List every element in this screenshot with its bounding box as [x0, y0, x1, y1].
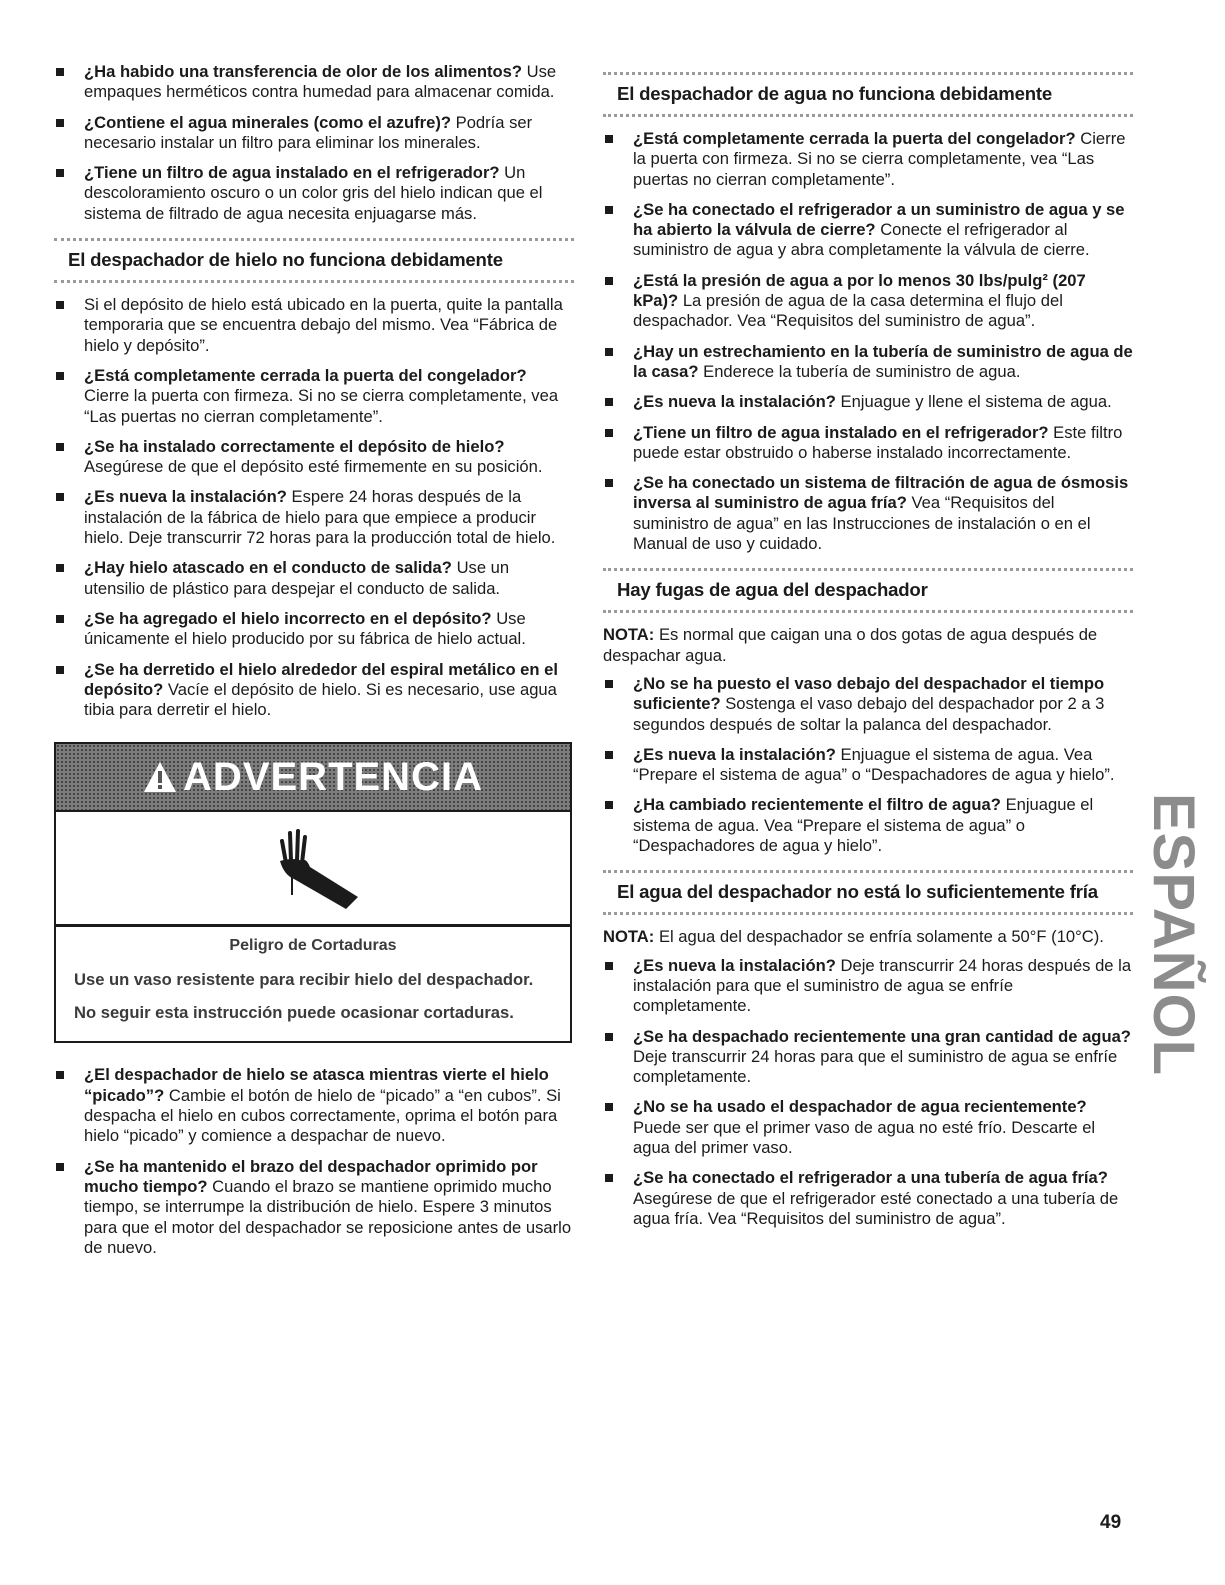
warning-line: Use un vaso resistente para recibir hielo del despachador. — [74, 970, 534, 990]
list-item: ¿Se ha conectado el refrigerador a un suministro de agua y se ha abierto la válvula de cierre? Conecte el refrigerador al suministro de agua y abra completamente la válvula de cierre. — [603, 200, 1133, 261]
list-item: ¿Está completamente cerrada la puerta del congelador? Cierre la puerta con firmeza. Si no se cierra completamente, vea “Las puertas no cierran completamente”. — [603, 129, 1133, 190]
bullet-icon — [605, 348, 613, 356]
list-item: ¿Se ha instalado correctamente el depósito de hielo? Asegúrese de que el depósito esté firmemente en su posición. — [54, 437, 574, 478]
list-item: Si el depósito de hielo está ubicado en la puerta, quite la pantalla temporaria que se encuentra debajo del mismo. Vea “Fábrica de hielo y depósito”. — [54, 295, 574, 356]
list-item: ¿Es nueva la instalación? Deje transcurrir 24 horas después de la instalación para que el suministro de agua se enfríe completamente. — [603, 956, 1133, 1017]
bullet-icon — [605, 1033, 613, 1041]
note: NOTA: Es normal que caigan una o dos gotas de agua después de despachar agua. — [603, 625, 1098, 665]
list-item: ¿Hay un estrechamiento en la tubería de suministro de agua de la casa? Enderece la tubería de suministro de agua. — [603, 342, 1133, 383]
left-top-list — [54, 62, 574, 224]
note: NOTA: El agua del despachador se enfría solamente a 50°F (10°C). — [603, 927, 1104, 947]
list-item: ¿Está la presión de agua a por lo menos 30 lbs/pulg² (207 kPa)? La presión de agua de la casa determina el flujo del despachador. Vea “Requisitos del suministro de agua”. — [603, 271, 1133, 332]
bullet-icon — [605, 1174, 613, 1182]
water-list — [603, 129, 1133, 554]
section-title: El agua del despachador no está lo suficientemente fría — [617, 881, 1098, 903]
warning-box — [54, 742, 572, 1043]
bullet-icon — [56, 372, 64, 380]
bullet-icon — [605, 206, 613, 214]
warning-title: ADVERTENCIA — [183, 754, 483, 799]
section-title: El despachador de hielo no funciona debidamente — [68, 249, 503, 271]
list-item: ¿Se ha mantenido el brazo del despachador oprimido por mucho tiempo? Cuando el brazo se mantiene oprimido mucho tiempo, se interrumpe la distribución de hielo. Espere 3 minutos para que el motor del despachador se reposicione antes de usarlo de nuevo. — [54, 1157, 574, 1258]
hazard-label: Peligro de Cortaduras — [229, 937, 397, 955]
bullet-icon — [56, 443, 64, 451]
ice-list — [54, 295, 574, 720]
bullet-icon — [605, 479, 613, 487]
list-item: ¿Contiene el agua minerales (como el azufre)? Podría ser necesario instalar un filtro para eliminar los minerales. — [54, 113, 574, 154]
list-item: ¿Ha habido una transferencia de olor de los alimentos? Use empaques herméticos contra humedad para almacenar comida. — [54, 62, 574, 103]
bullet-icon — [605, 429, 613, 437]
list-item: ¿Se ha conectado un sistema de filtración de agua de ósmosis inversa al suministro de agua fría? Vea “Requisitos del suministro de agua” en las Instrucciones de instalación o en el Manual de uso y cuidado. — [603, 473, 1133, 554]
language-side-tab — [1141, 792, 1207, 1076]
bullet-icon — [56, 1163, 64, 1171]
bullet-icon — [56, 119, 64, 127]
section-header-water — [603, 72, 1133, 117]
language-label: ESPAÑOL — [1141, 792, 1207, 1076]
bullet-icon — [605, 680, 613, 688]
bullet-icon — [605, 398, 613, 406]
warning-triangle-icon — [143, 761, 177, 793]
section-header-ice — [54, 238, 574, 283]
list-item: ¿Se ha derretido el hielo alrededor del espiral metálico en el depósito? Vacíe el depósito de hielo. Si es necesario, use agua tibia para derretir el hielo. — [54, 660, 574, 721]
warning-header — [56, 744, 570, 812]
list-item: ¿Es nueva la instalación? Enjuague y llene el sistema de agua. — [603, 392, 1133, 412]
section-header-cold — [603, 870, 1133, 915]
bullet-icon — [605, 1103, 613, 1111]
list-item: ¿Hay hielo atascado en el conducto de salida? Use un utensilio de plástico para despejar el conducto de salida. — [54, 558, 574, 599]
cut-hazard-area — [56, 812, 570, 927]
left-column — [54, 62, 574, 1268]
section-title: El despachador de agua no funciona debidamente — [617, 83, 1053, 104]
list-item: ¿Es nueva la instalación? Espere 24 horas después de la instalación de la fábrica de hielo para que empiece a producir hielo. Deje transcurrir 72 horas para la producción total de hielo. — [54, 487, 574, 548]
bullet-icon — [56, 615, 64, 623]
warning-line: No seguir esta instrucción puede ocasionar cortaduras. — [74, 1003, 514, 1023]
list-item: ¿Se ha agregado el hielo incorrecto en el depósito? Use únicamente el hielo producido por su fábrica de hielo actual. — [54, 609, 574, 650]
list-item: ¿Se ha conectado el refrigerador a una tubería de agua fría? Asegúrese de que el refrigerador esté conectado a una tubería de agua fría. Vea “Requisitos del suministro de agua”. — [603, 1168, 1133, 1229]
cold-list — [603, 956, 1133, 1230]
list-item: ¿No se ha usado el despachador de agua recientemente? Puede ser que el primer vaso de agua no esté frío. Descarte el agua del primer vaso. — [603, 1097, 1133, 1158]
list-item: ¿Se ha despachado recientemente una gran cantidad de agua? Deje transcurrir 24 horas para que el suministro de agua se enfríe completamente. — [603, 1027, 1133, 1088]
bullet-icon — [56, 564, 64, 572]
bullet-icon — [605, 751, 613, 759]
bullet-icon — [605, 135, 613, 143]
list-item: ¿Es nueva la instalación? Enjuague el sistema de agua. Vea “Prepare el sistema de agua” o “Despachadores de agua y hielo”. — [603, 745, 1133, 786]
list-item: ¿Ha cambiado recientemente el filtro de agua? Enjuague el sistema de agua. Vea “Prepare el sistema de agua” o “Despachadores de agua y hielo”. — [603, 795, 1133, 856]
bullet-icon — [56, 68, 64, 76]
section-title: Hay fugas de agua del despachador — [617, 579, 928, 601]
bullet-icon — [56, 493, 64, 501]
list-item: ¿Tiene un filtro de agua instalado en el refrigerador? Este filtro puede estar obstruido o haberse instalado incorrectamente. — [603, 423, 1133, 464]
page-number: 49 — [1100, 1512, 1122, 1533]
bullet-icon — [56, 301, 64, 309]
leak-list — [603, 674, 1133, 856]
right-column — [603, 64, 1133, 1239]
list-item: ¿No se ha puesto el vaso debajo del despachador el tiempo suficiente? Sostenga el vaso debajo del despachador por 2 a 3 segundos después de soltar la palanca del despachador. — [603, 674, 1133, 735]
bullet-icon — [56, 169, 64, 177]
section-header-leak — [603, 568, 1133, 613]
bullet-icon — [605, 962, 613, 970]
cut-hand-icon — [258, 823, 368, 913]
list-item: ¿Está completamente cerrada la puerta del congelador? Cierre la puerta con firmeza. Si no se cierra completamente, vea “Las puertas no cierran completamente”. — [54, 366, 574, 427]
bullet-icon — [605, 801, 613, 809]
bullet-icon — [605, 277, 613, 285]
list-item: ¿El despachador de hielo se atasca mientras vierte el hielo “picado”? Cambie el botón de hielo de “picado” a “en cubos”. Si despacha el hielo en cubos correctamente, oprima el botón para hielo “picado” y comience a despachar de nuevo. — [54, 1065, 574, 1146]
left-bottom-list — [54, 1065, 574, 1258]
list-item: ¿Tiene un filtro de agua instalado en el refrigerador? Un descoloramiento oscuro o un color gris del hielo indican que el sistema de filtrado de agua necesita enjuagarse más. — [54, 163, 574, 224]
bullet-icon — [56, 1071, 64, 1079]
bullet-icon — [56, 666, 64, 674]
